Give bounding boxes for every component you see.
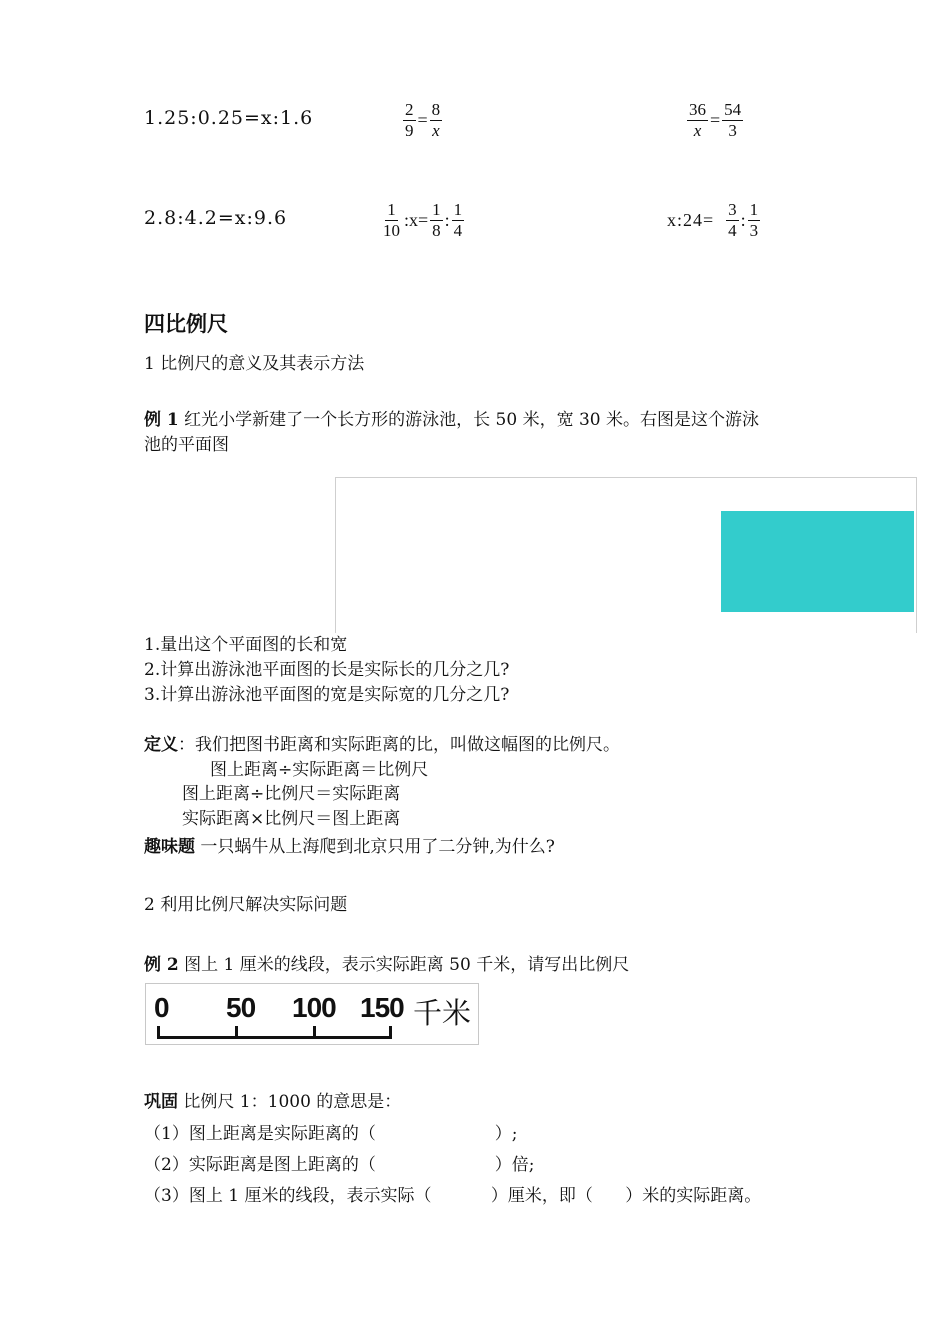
fraction: $\frac{2}{9}$ [405, 100, 414, 140]
scale-tick [157, 1026, 160, 1039]
fraction: $\frac{3}{4}$ [728, 200, 737, 240]
scale-tick [313, 1026, 316, 1039]
consolidation-label: 巩固 [144, 1092, 178, 1112]
definition-text: ：我们把图书距离和实际距离的比，叫做这幅图的比例尺。 [178, 735, 620, 755]
scale-bar [145, 983, 479, 1045]
equals-sign: = [417, 110, 428, 130]
equation-2a: 2.8:4.2=x:9.6 [144, 207, 288, 229]
equation-2b [381, 200, 464, 241]
consolidation-text: 比例尺 1：1000 的意思是： [178, 1092, 402, 1112]
fill-blank-1: （1）图上距离是实际距离的（ ）; [144, 1124, 518, 1144]
equation-1b [403, 100, 442, 141]
example-1-text-cont: 池的平面图 [144, 435, 229, 455]
equals-sign: = [710, 110, 721, 130]
fraction: $\frac{54}{3}$ [724, 100, 742, 140]
fraction: $\frac{8}{x}$ [431, 100, 441, 140]
scale-unit: 千米 [413, 996, 472, 1030]
subheading-2: 2 利用比例尺解决实际问题 [144, 895, 348, 915]
subheading-1: 1 比例尺的意义及其表示方法 [144, 354, 365, 374]
fun-question [144, 832, 555, 857]
scale-label-150: 150 [360, 992, 404, 1023]
example-1 [144, 405, 759, 430]
question-2: 2.计算出游泳池平面图的长是实际长的几分之几? [144, 660, 510, 680]
fun-question-text: 一只蜗牛从上海爬到北京只用了二分钟,为什么? [195, 837, 555, 857]
question-3: 3.计算出游泳池平面图的宽是实际宽的几分之几? [144, 685, 510, 705]
equation-2c [665, 200, 760, 241]
definition [144, 730, 620, 755]
scale-line [157, 1036, 392, 1039]
example-2-text: 图上 1 厘米的线段，表示实际距离 50 千米，请写出比例尺 [178, 955, 630, 975]
example-2 [144, 950, 629, 975]
fun-question-label: 趣味题 [144, 837, 195, 857]
ratio-text: x:24= [667, 210, 715, 230]
fraction: $\frac{36}{x}$ [689, 100, 706, 140]
fraction: $\frac{1}{10}$ [383, 200, 400, 240]
scale-tick [235, 1026, 238, 1039]
scale-label-100: 100 [292, 992, 336, 1023]
scale-label-0: 0 [154, 992, 169, 1023]
colon: : [444, 210, 450, 230]
example-1-text: 红光小学新建了一个长方形的游泳池，长 50 米，宽 30 米。右图是这个游泳 [178, 410, 760, 430]
section-title: 四比例尺 [144, 311, 228, 336]
ratio-text: :x= [404, 210, 429, 230]
scale-label-50: 50 [226, 992, 256, 1023]
scale-tick [389, 1026, 392, 1039]
equation-1a: 1.25:0.25=x:1.6 [144, 107, 314, 129]
fraction: $\frac{1}{4}$ [453, 200, 463, 240]
example-2-label: 例 2 [144, 955, 179, 975]
formula-1: 图上距离÷实际距离＝比例尺 [210, 760, 429, 780]
fraction: $\frac{1}{3}$ [749, 200, 759, 240]
fill-blank-2: （2）实际距离是图上距离的（ ）倍; [144, 1155, 535, 1175]
equation-1c [687, 100, 743, 141]
fraction: $\frac{1}{8}$ [432, 200, 441, 240]
question-1: 1.量出这个平面图的长和宽 [144, 635, 348, 655]
definition-label: 定义 [144, 735, 178, 755]
formula-3: 实际距离×比例尺＝图上距离 [182, 809, 401, 829]
example-1-label: 例 1 [144, 410, 179, 430]
formula-2: 图上距离÷比例尺＝实际距离 [182, 784, 401, 804]
pool-rectangle [721, 511, 914, 612]
fill-blank-3: （3）图上 1 厘米的线段，表示实际（ ）厘米，即（ ）米的实际距离。 [144, 1186, 762, 1206]
consolidation [144, 1087, 401, 1112]
colon: : [740, 210, 746, 230]
